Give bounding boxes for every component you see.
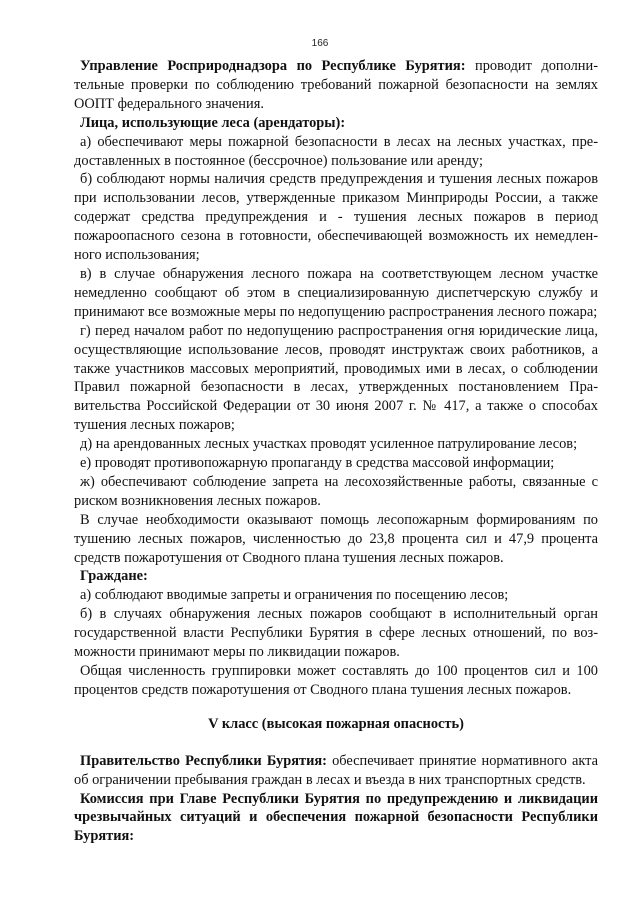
paragraph-bold-lead: Управление Росприроднадзора по Республике Бурятия: [80,58,466,74]
paragraph-text: е) проводят противопожарную пропаганду в средства массовой информации; [80,455,555,472]
page-number: 166 [311,38,329,49]
paragraph-bold-lead: Комиссия при Главе Республики Бурятия по предупреждению и ликвидации чрезвычайных ситуаций и обеспечения пожарной безопасности Республики Бурятия: [74,790,598,845]
paragraph-text: В случае необходимости оказывают помощь лесопожарным формированиям по тушению лесных пожаров, численностью до 23,8 процента сил и 47,9 процента средств пожаротушения от Сводного плана тушения лесных пожаров. [74,511,598,566]
paragraph [74,133,598,171]
paragraph [74,435,598,454]
paragraph [74,662,598,700]
paragraph [74,454,598,473]
paragraph [74,473,598,511]
paragraph-text: обеспечивает принятие нормативного акта об ограничении пребывания граждан в лесах и въезда в них транспортных средств. [74,752,598,788]
paragraph-text: б) соблюдают нормы наличия средств предупреждения и тушения лесных пожаров при использовании лесов, утвержденные приказом Минприроды России, а также содержат средства предупреждения и - тушения лесных пожаров в период пожароопасного сезона в готовности, обеспечивающей возможность их немедленного использования; [74,171,598,264]
paragraph [74,170,598,265]
paragraph [74,511,598,568]
paragraph-text: проводит дополнительные проверки по соблюдению требований пожарной безопасности на землях ООПТ федерального значения. [74,58,598,112]
paragraph [74,790,598,847]
paragraph-bold-lead: Правительство Республики Бурятия: [80,752,327,769]
paragraph [74,114,598,133]
page-body [74,57,598,846]
paragraph-bold-lead: Лица, использующие леса (арендаторы): [80,114,346,131]
paragraph-text: б) в случаях обнаружения лесных пожаров сообщают в исполнительный орган государственной власти Республики Бурятия в сфере лесных отношений, по возможности принимают меры по ликвидации пожаров. [74,606,598,661]
paragraph-text: а) обеспечивают меры пожарной безопасности в лесах на лесных участках, предоставленных в постоянное (бессрочное) пользование или аренду; [74,133,598,169]
paragraph [74,57,598,114]
paragraph [74,322,598,435]
paragraph [74,567,598,586]
paragraph-text: д) на арендованных лесных участках проводят усиленное патрулирование лесов; [80,436,578,453]
section-heading: V класс (высокая пожарная опасность) [208,715,464,732]
paragraph-text: в) в случае обнаружения лесного пожара на соответствующем лесном участке немедленно сообщают об этом в специализированную диспетчерскую службу и принимают все возможные меры по недопущению распространения лесного пожара; [74,265,598,320]
paragraph-bold-lead: Граждане: [80,568,148,585]
paragraph [74,752,598,790]
paragraph-text: Общая численность группировки может составлять до 100 процентов сил и 100 процентов средств пожаротушения от Сводного плана тушения лесных пожаров. [74,663,598,698]
paragraph [74,586,598,605]
paragraph-text: а) соблюдают вводимые запреты и ограничения по посещению лесов; [80,587,509,604]
paragraph-text: ж) обеспечивают соблюдение запрета на лесохозяйственные работы, связанные с риском возникновения лесных пожаров. [74,473,598,509]
paragraph-text: г) перед началом работ по недопущению распространения огня юридические лица, осуществляющие использование лесов, проводят инструктаж своих работников, а также участников массовых мероприятий, проводимых ими в лесах, о соблюдении Правил пожарной безопасности в лесах, утвержденных постановлением Правительства Российской Федерации от 30 июня 2007 г. № 417, а также о способах тушения лесных пожаров; [74,322,598,434]
paragraph [74,265,598,322]
paragraph [74,605,598,662]
